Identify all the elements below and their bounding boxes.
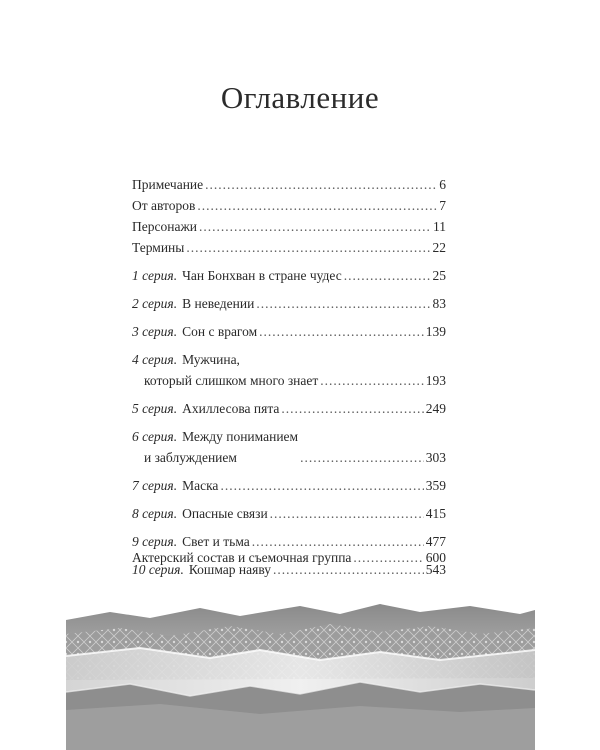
episode-number: 5 серия. <box>132 401 178 416</box>
entry-title: Ахиллесова пята <box>182 401 280 416</box>
toc-episodes <box>132 265 446 580</box>
entry-page: 249 <box>425 401 446 416</box>
dot-leader <box>199 216 431 237</box>
dot-leader <box>256 293 430 314</box>
entry-page: 193 <box>425 373 446 388</box>
entry-page: 543 <box>425 562 446 577</box>
entry-title: Персонажи <box>132 219 198 234</box>
entry-page: 359 <box>425 478 446 493</box>
entry-page: 83 <box>432 296 446 311</box>
entry-title: От авторов <box>132 198 196 213</box>
dot-leader <box>259 321 424 342</box>
dot-leader <box>300 447 424 468</box>
entry-title: Опасные связи <box>182 506 268 521</box>
episode-number: 3 серия. <box>132 324 178 339</box>
entry-title: Сон с врагом <box>182 324 258 339</box>
dot-leader <box>353 547 423 568</box>
dot-leader <box>344 265 431 286</box>
episode-number: 6 серия. <box>132 429 178 444</box>
entry-page: 415 <box>425 506 446 521</box>
entry-title: Мужчина, <box>182 352 240 367</box>
toc-entry-episode-1[interactable] <box>132 265 446 286</box>
entry-page: 25 <box>432 268 446 283</box>
dot-leader <box>220 475 423 496</box>
entry-page: 6 <box>439 177 446 192</box>
episode-number: 10 серия. <box>132 562 184 577</box>
episode-number: 2 серия. <box>132 296 178 311</box>
dot-leader <box>270 503 424 524</box>
entry-page: 7 <box>439 198 446 213</box>
entry-title: Термины <box>132 240 185 255</box>
entry-title: Примечание <box>132 177 204 192</box>
dot-leader <box>205 174 437 195</box>
toc-entry[interactable] <box>132 547 446 568</box>
entry-title: В неведении <box>182 296 255 311</box>
toc-entry-episode-3[interactable] <box>132 321 446 342</box>
decorative-mountains-illustration <box>0 600 600 750</box>
toc-entry[interactable] <box>132 174 446 195</box>
dot-leader <box>281 398 423 419</box>
entry-title: Маска <box>182 478 219 493</box>
dot-leader <box>197 195 437 216</box>
toc-front-matter <box>132 174 446 258</box>
toc-entry-episode-2[interactable] <box>132 293 446 314</box>
toc-entry-episode-6[interactable] <box>132 426 446 468</box>
toc-entry-episode-5[interactable] <box>132 398 446 419</box>
toc-entry[interactable] <box>132 195 446 216</box>
toc-entry-episode-8[interactable] <box>132 503 446 524</box>
entry-title: Свет и тьма <box>182 534 250 549</box>
entry-page: 139 <box>425 324 446 339</box>
entry-title: Чан Бонхван в стране чудес <box>182 268 342 283</box>
episode-number: 8 серия. <box>132 506 178 521</box>
entry-page: 600 <box>425 550 446 565</box>
entry-title-continuation: и заблуждением <box>144 450 237 465</box>
page-title: Оглавление <box>220 80 380 115</box>
episode-number: 4 серия. <box>132 352 178 367</box>
toc-entry[interactable] <box>132 237 446 258</box>
entry-title-continuation: который слишком много знает <box>144 373 319 388</box>
episode-number: 9 серия. <box>132 534 178 549</box>
toc-entry[interactable] <box>132 216 446 237</box>
dot-leader <box>186 237 430 258</box>
toc-entry-episode-7[interactable] <box>132 475 446 496</box>
entry-title: Актерский состав и съемочная группа <box>132 550 352 565</box>
entry-title: Между пониманием <box>182 429 299 444</box>
entry-page: 303 <box>425 450 446 465</box>
episode-number: 7 серия. <box>132 478 178 493</box>
toc-back-matter <box>132 547 446 568</box>
dot-leader <box>320 370 423 391</box>
entry-page: 477 <box>425 534 446 549</box>
episode-number: 1 серия. <box>132 268 178 283</box>
entry-page: 11 <box>433 219 446 234</box>
entry-page: 22 <box>432 240 446 255</box>
entry-title: Кошмар наяву <box>188 562 271 577</box>
toc-entry-episode-4[interactable] <box>132 349 446 391</box>
